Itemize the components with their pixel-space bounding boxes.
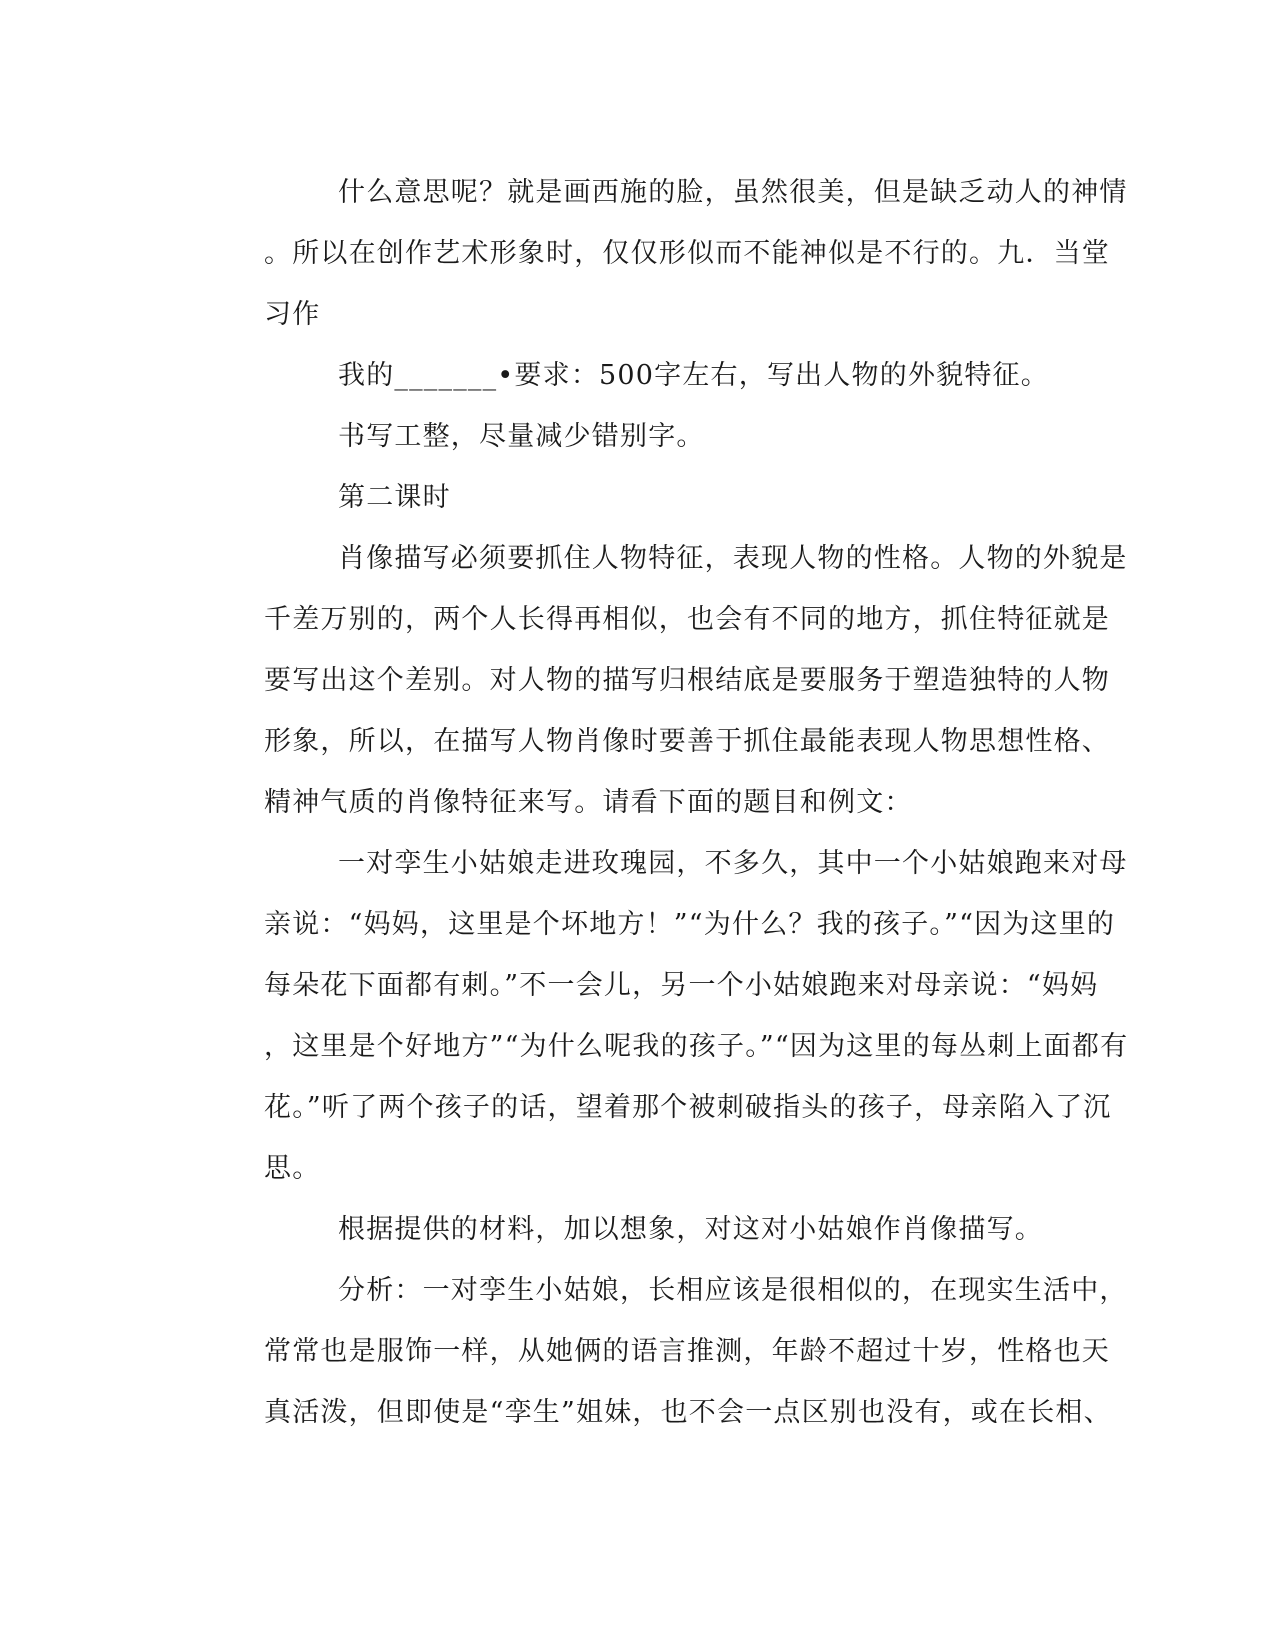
section-heading (190, 467, 1075, 528)
text-line: 。所以在创作艺术形象时，仅仅形似而不能神似是不行的。九．当堂 (264, 238, 1110, 269)
paragraph-2 (190, 345, 1075, 406)
paragraph-7 (190, 1199, 1075, 1260)
text-line: 一对孪生小姑娘走进玫瑰园，不多久，其中一个小姑娘跑来对母 (338, 848, 1128, 879)
text-line: 亲说：“妈妈，这里是个坏地方！”“为什么？我的孩子。”“因为这里的 (264, 909, 1116, 940)
text-line: 要写出这个差别。对人物的描写归根结底是要服务于塑造独特的人物 (264, 665, 1110, 696)
text-line: 根据提供的材料，加以想象，对这对小姑娘作肖像描写。 (338, 1214, 1043, 1245)
text-line: 常常也是服饰一样，从她俩的语言推测，年龄不超过十岁，性格也天 (264, 1336, 1110, 1367)
text-line: 我的_______•要求：500字左右，写出人物的外貌特征。 (338, 360, 1049, 391)
text-line: 分析：一对孪生小姑娘，长相应该是很相似的，在现实生活中， (338, 1275, 1128, 1306)
text-line: 什么意思呢？就是画西施的脸，虽然很美，但是缺乏动人的神情 (338, 177, 1128, 208)
text-line: 形象，所以，在描写人物肖像时要善于抓住最能表现人物思想性格、 (264, 726, 1110, 757)
paragraph-1 (190, 162, 1128, 345)
paragraph-3 (190, 406, 1075, 467)
text-line: 第二课时 (338, 482, 451, 513)
paragraph-5 (190, 528, 1128, 833)
text-line: 千差万别的，两个人长得再相似，也会有不同的地方，抓住特征就是 (264, 604, 1110, 635)
text-line: ，这里是个好地方”“为什么呢我的孩子。”“因为这里的每丛刺上面都有 (264, 1031, 1129, 1062)
text-line: 思。 (264, 1153, 321, 1184)
text-line: 肖像描写必须要抓住人物特征，表现人物的性格。人物的外貌是 (338, 543, 1128, 574)
paragraph-6 (190, 833, 1129, 1199)
text-line: 书写工整，尽量减少错别字。 (338, 421, 705, 452)
text-line: 每朵花下面都有刺。”不一会儿，另一个小姑娘跑来对母亲说：“妈妈 (264, 970, 1099, 1001)
text-line: 精神气质的肖像特征来写。请看下面的题目和例文： (264, 787, 913, 818)
paragraph-8 (190, 1260, 1128, 1443)
text-line: 花。”听了两个孩子的话，望着那个被刺破指头的孩子，母亲陷入了沉 (264, 1092, 1112, 1123)
document-body (190, 162, 1129, 1443)
text-line: 习作 (264, 299, 321, 330)
text-line: 真活泼，但即使是“孪生”姐妹，也不会一点区别也没有，或在长相、 (264, 1397, 1112, 1428)
